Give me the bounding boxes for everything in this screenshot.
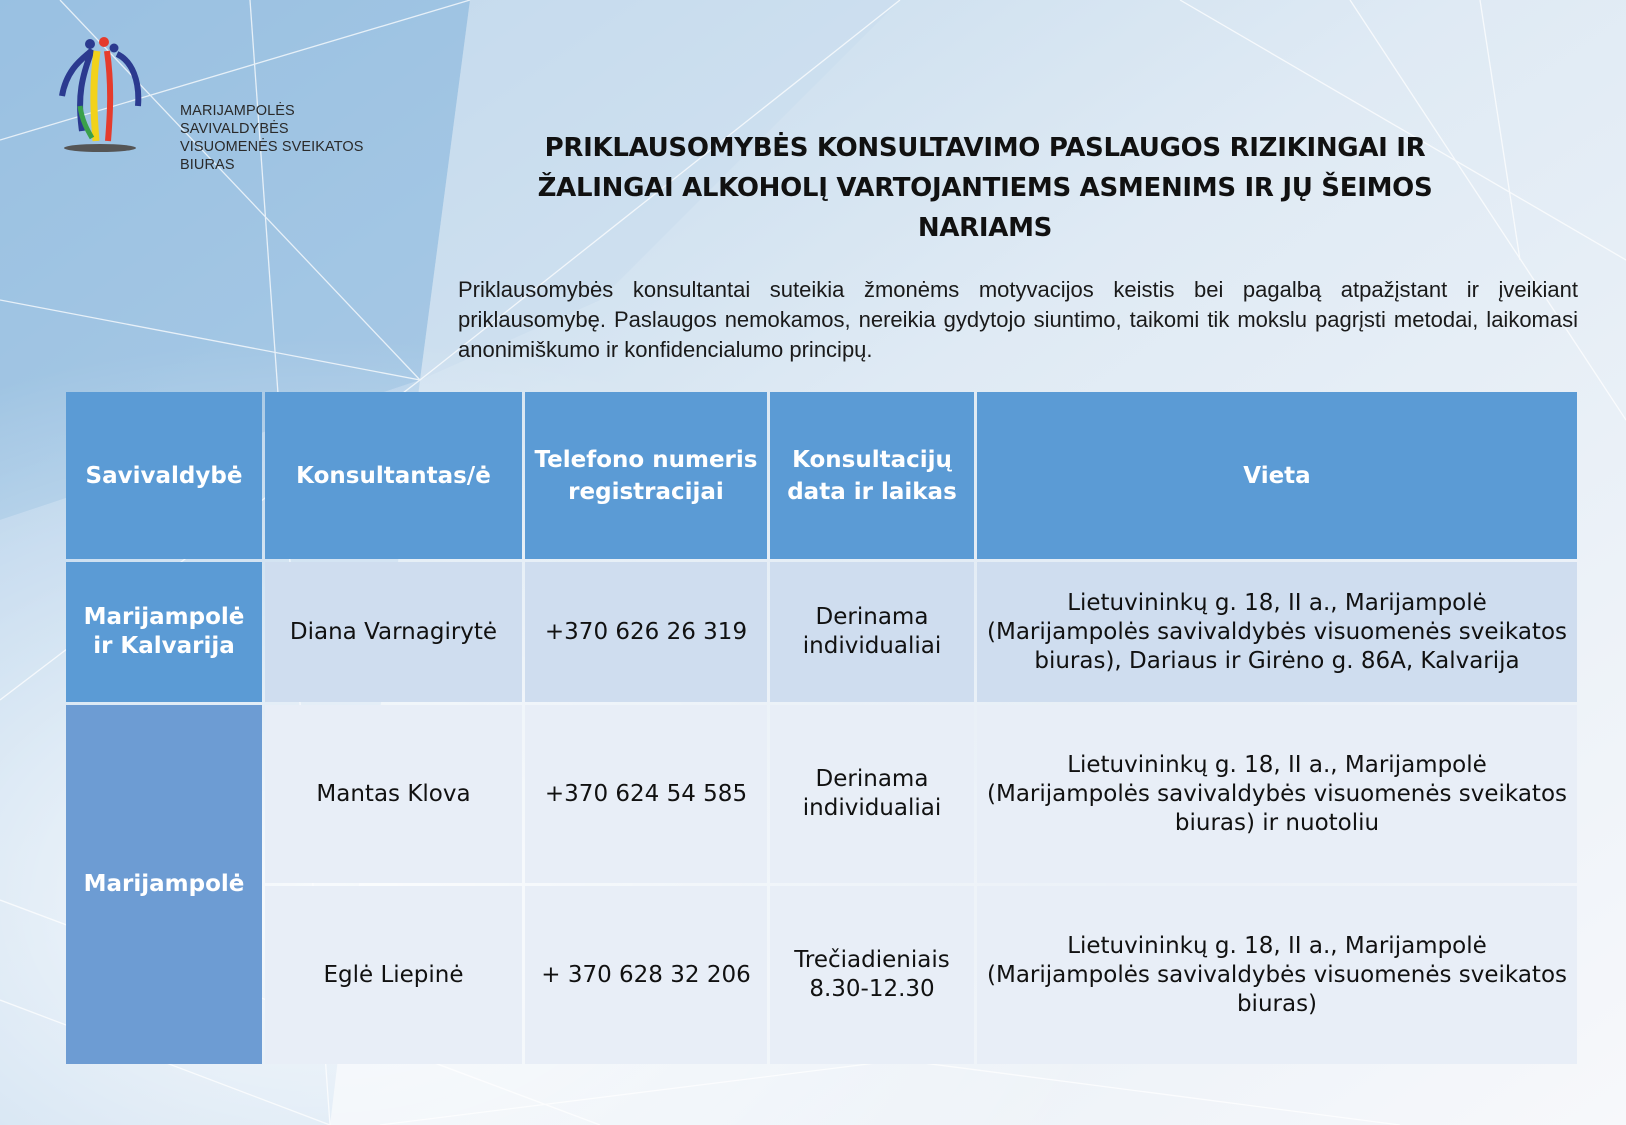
cell-place: Lietuvininkų g. 18, II a., Marijampolė (Marijampolės savivaldybės visuomenės sveikatos biuras), Dariaus ir Girėno g. 86A, Kalvarija xyxy=(977,562,1577,702)
cell-municipality: Marijampolė xyxy=(66,705,262,1064)
cell-consultant: Mantas Klova xyxy=(265,705,522,883)
table-row xyxy=(66,562,1577,702)
header-place: Vieta xyxy=(977,392,1577,559)
header-time: Konsultacijų data ir laikas xyxy=(770,392,974,559)
organization-logo xyxy=(52,36,392,173)
table-row xyxy=(66,886,1577,1064)
cell-phone: +370 626 26 319 xyxy=(525,562,767,702)
cell-place: Lietuvininkų g. 18, II a., Marijampolė (Marijampolės savivaldybės visuomenės sveikatos biuras) xyxy=(977,886,1577,1064)
intro-paragraph: Priklausomybės konsultantai suteikia žmonėms motyvacijos keistis bei pagalbą atpažįstant ir įveikiant priklausomybę. Paslaugos nemokamos, nereikia gydytojo siuntimo, taikomi tik mokslu pagrįsti metodai, laikomasi anonimiškumo ir konfidencialumo principų. xyxy=(458,277,1578,362)
header-phone: Telefono numeris registracijai xyxy=(525,392,767,559)
header-consultant: Konsultantas/ė xyxy=(265,392,522,559)
table-row xyxy=(66,705,1577,883)
header-municipality: Savivaldybė xyxy=(66,392,262,559)
cell-phone: +370 624 54 585 xyxy=(525,705,767,883)
logo-figures-icon xyxy=(52,36,152,156)
cell-phone: + 370 628 32 206 xyxy=(525,886,767,1064)
logo-line-1: MARIJAMPOLĖS SAVIVALDYBĖS xyxy=(180,103,295,137)
page-title: PRIKLAUSOMYBĖS KONSULTAVIMO PASLAUGOS RIZIKINGAI IR ŽALINGAI ALKOHOLĮ VARTOJANTIEMS ASMENIMS IR JŲ ŠEIMOS NARIAMS xyxy=(537,133,1433,243)
cell-municipality: Marijampolė ir Kalvarija xyxy=(66,562,262,702)
consultation-table xyxy=(63,389,1580,1067)
cell-time: Derinama individualiai xyxy=(770,705,974,883)
cell-consultant: Diana Varnagirytė xyxy=(265,562,522,702)
cell-time: Trečiadieniais 8.30-12.30 xyxy=(770,886,974,1064)
table-header-row xyxy=(66,392,1577,559)
cell-consultant: Eglė Liepinė xyxy=(265,886,522,1064)
organization-name xyxy=(180,102,392,174)
cell-time: Derinama individualiai xyxy=(770,562,974,702)
cell-place: Lietuvininkų g. 18, II a., Marijampolė (Marijampolės savivaldybės visuomenės sveikatos biuras) ir nuotoliu xyxy=(977,705,1577,883)
logo-line-2: VISUOMENĖS SVEIKATOS BIURAS xyxy=(180,139,364,173)
